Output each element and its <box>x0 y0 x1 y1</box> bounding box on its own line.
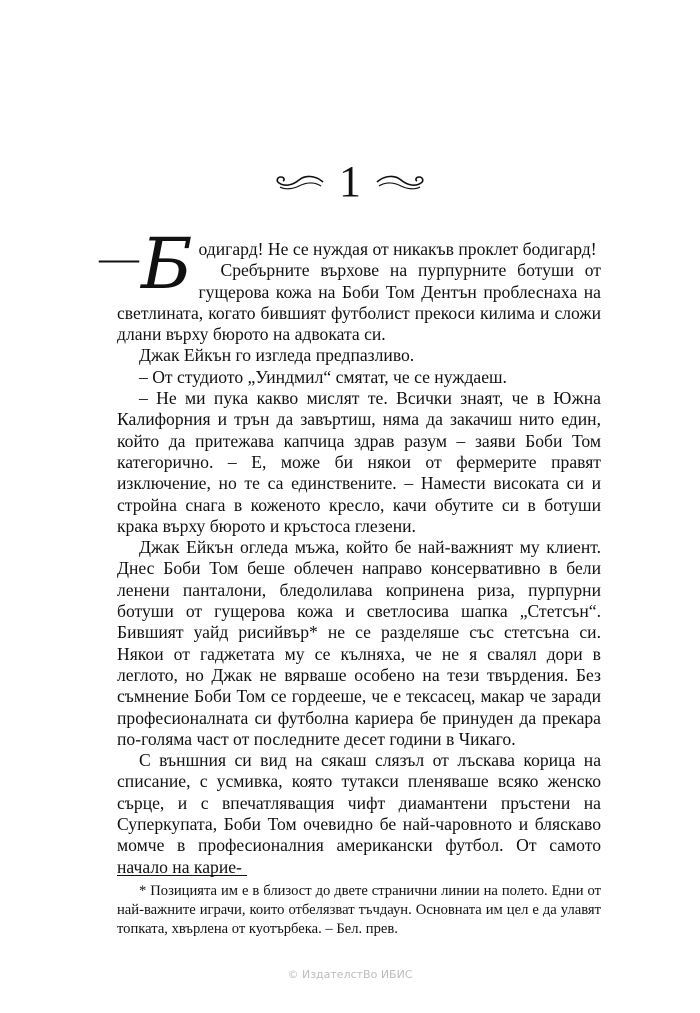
footnote-divider <box>117 875 247 876</box>
paragraph: – Не ми пука какво мислят те. Всички знаят, че в Южна Калифорния и трън да завъртиш, няма да закачиш нито един, който да притежава капчица здрав разум – заяви Боби Том категорично. – Е, може би някои от фермерите правят изключение, но те са единствените. – Намести високата си и стройна снага в коженото кресло, качи обутите си в ботуши крака върху бюрото и кръстоса глезени. <box>117 388 601 536</box>
publisher-credit: © ИздателстВо ИБИС <box>287 968 413 981</box>
paragraph: Джак Ейкън огледа мъжа, който бе най-важният му клиент. Днес Боби Том беше облечен направо консервативно в бели ленени панталони, бледолилава копринена риза, пурпурни ботуши от гущерова кожа и светлосива шапка „Стетсън“. Бившият уайд рисийвър* не се разделяше със стетсъна си. Някои от гаджетата му се кълняха, че не я свалял дори в леглото, но Джак не вярваше особено на тези твърдения. Без съмнение Боби Том се гордееше, че е тексасец, макар че заради професионалната си футболна кариера бе принуден да прекара по-голяма част от последните десет години в Чикаго. <box>117 537 601 749</box>
footnote <box>117 882 601 939</box>
drop-cap-letter: Б <box>141 223 193 305</box>
chapter-number: 1 <box>339 157 361 206</box>
drop-cap-dash: — <box>99 235 139 280</box>
paragraph: С външния си вид на сякаш слязъл от лъскава корица на списание, с усмивка, която тутакси пленяваше всяко женско сърце, и с впечатляващия чифт диамантени пръстени на Суперкупата, Боби Том очевидно бе най-чаровното и бляскаво момче в професионалния американски футбол. От самото начало на карие- <box>117 750 601 877</box>
chapter-heading <box>0 157 700 206</box>
swirl-ornament-left-icon <box>275 171 325 193</box>
paragraph-text: одигард! Не се нуждая от никакъв проклет бодигард! <box>198 239 597 259</box>
footnote-text: * Позицията им е в близост до двете странични линии на полето. Едни от най-важните играчи, които отбелязват тъчдаун. Основната им цел е да улавят топката, хвърлена от куотърбека. – Бел. прев. <box>117 883 601 937</box>
swirl-ornament-right-icon <box>375 171 425 193</box>
paragraph: – От студиото „Уиндмил“ смятат, че се нуждаеш. <box>139 366 507 387</box>
paragraph: Сребърните върхове на пурпурните ботуши от гущерова кожа на Боби Том Дентън проблеснаха на светлината, когато бившият футболист прекоси килима и сложи длани върху бюрото на адвоката си. <box>117 260 601 345</box>
body-text <box>99 223 601 878</box>
paragraph: Джак Ейкън го изгледа предпазливо. <box>139 345 415 366</box>
drop-cap <box>99 223 193 305</box>
